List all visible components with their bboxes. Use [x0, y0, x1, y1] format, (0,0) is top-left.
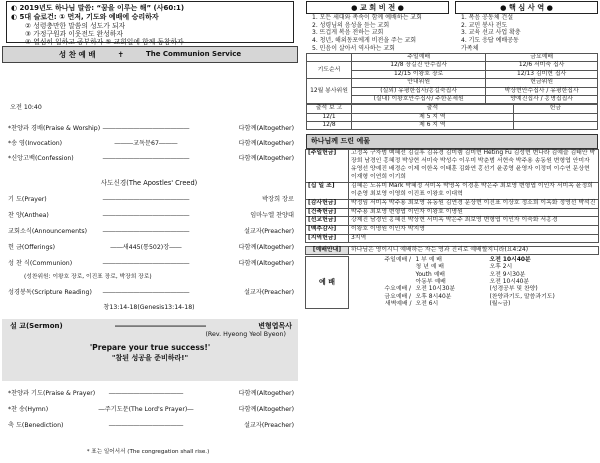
order-item: *신앙고백(Confession) ―――――――――――――― 다함께(Altogether) — [8, 155, 294, 162]
vision-item: 4. 청년, 해외동포에게 비전을 주는 교회 — [312, 37, 417, 45]
vision-mission — [306, 1, 598, 51]
mission-item: 1. 복음 공동체 건설 — [461, 14, 514, 21]
order-item: 교회소식(Announcements) ―――――――――――――― 설교자(Preacher) — [8, 228, 294, 235]
attendance-table: 출석 보 고 출석 헌금 12/1 제 5 지 역 12/8 제 6 지 역 — [306, 104, 598, 130]
sermon-box: 설 교(Sermon) ――――――――――――― 변형엽목사 (Rev. Hyeong Yeol Byeon) 'Prepare your true success!' "참된 성공을 준비하라!" — [2, 319, 298, 381]
vision-item: 5. 민음이 살아서 역사하는 교회 — [312, 44, 395, 52]
order-item: *송 영(Invocation) ―――교독문67――― 다함께(Altogether) — [8, 140, 294, 147]
order-item: 성경봉독(Scripture Reading) ―――――――――――――― 설교자(Preacher) — [8, 289, 294, 296]
order-item: 헌 금(Offerings) ――새445(통502)장―― 다함께(Altogether) — [8, 244, 294, 251]
theme-box — [6, 1, 294, 47]
sermon-label: 설 교(Sermon) — [10, 322, 63, 330]
goal-3: ④ 열심히 일하고 공부하자 ⑤ 교회일에 함께 동참하자 — [25, 38, 184, 47]
stand-note: * 표는 일어서서 (The congregation shall rise.) — [86, 449, 210, 455]
communion-servers: (성찬위원: 이왕호 장로, 이진표 장로, 박장희 장로) — [24, 274, 152, 280]
goal-1: ② 성령충만한 말씀의 성도가 되자 — [25, 21, 126, 30]
cross-icon: ✝ — [117, 49, 124, 59]
closing-item: 축 도(Benediction) ―――――――――――― 설교자(Preacher) — [8, 422, 294, 429]
mission-header: ● 핵 심 사 역 ● — [455, 1, 598, 14]
service-title-en: The Communion Service — [145, 50, 242, 59]
order-item: 찬 양(Anthea) ―――――――――――――― 임마누엘 찬양대 — [8, 212, 294, 219]
mission-box — [455, 1, 598, 51]
vision-box — [306, 1, 449, 51]
creed-line: 사도신경(The Apostles' Creed) — [100, 179, 198, 187]
mission-item: 2. 교민 봉사 전도 — [461, 21, 508, 29]
vision-item: 3. 뜨겁게 복음 전하는 교회 — [312, 29, 384, 37]
scripture-ref: 창13:14-18(Genesis13:14-18) — [103, 304, 195, 311]
mission-item: 3. 교육 선교 사업 확충 — [461, 29, 521, 37]
service-title-ko: 성 찬 예 배 — [58, 49, 96, 59]
vision-item: 1. 모든 세대와 족속이 함께 예배하는 교회 — [312, 14, 422, 21]
vision-header: ● 교 회 비 전 ● — [306, 1, 449, 14]
sermon-title-en: 'Prepare your true success!' — [89, 342, 211, 352]
right-column — [304, 0, 600, 310]
service-time: 오전 10:40 — [10, 104, 42, 111]
offering-table: [주일헌금] 고정옥 구자범 백혜선 김길후 김유경 김미렘 김미현 Heting Fu 김성현 변나라 김예슬 김태안 박장희 남경인 홍혜정 박상현 서미숙 박성수 이우미 박춘범 서현숙 박주용 송동원 변형엽 안미자 유영선 양예진 배경순 이제 이한옥 이태훈 김화연 홍선기 윤종영 윤영자 이정미 이수연 문상현 이재형 이연희 이기희 [십 일 조] 김혜은 노유미 Mark 박혜정 서미옥 박명옥 이경훈 박은주 최보영 변형엽 이인자 서미옥 윤정희 이춘영 최보영 이영희 이진표 이왕호 이대혁 [감사헌금] 박정임 서미옥 박주용 최보영 유동원 김연경 문상현 이진표 이상호 정소희 이옥화 정영선 박석진 [건축헌금] 박주용 최보영 변형엽 이인자 이왕호 이명원 [선교헌금] 강제진 남경인 홍혜진 박상현 서미옥 박은주 최보영 변형엽 이인자 이숙화 서홍경 [맥추감사] 이왕호 이명원 이인자 박지영 [지역헌금] 3지역 — [305, 149, 599, 243]
closing-item: *찬 송(Hymn) ―주기도문(The Lord's Prayer)― 다함께(Altogether) — [8, 406, 294, 413]
mission-item: 4. 기도 응답 예배공동 — [461, 37, 519, 45]
duty-table: 주일예배 금요예배 기도순서 12/8 장길진 안수집사 12/6 서미숙 집사 12/15 이왕호 장로 12/13 김미현 집사 12월 봉사위원 안내위원 헌금위원 (실외) 유평한집사/홍길숙집사 박상현안수집사 / 유평한집사 (실내) 이왕호안수집사/ 주한문세원 양예진집사 / 홍명집집사 — [306, 53, 598, 104]
order-item: 성 찬 식(Communion) ―――――――――――――― 다함께(Altogether) — [8, 260, 294, 267]
preacher: 변형엽목사 — [258, 322, 292, 330]
order-item: *찬양과 경배(Praise & Worship) ―――――――――――――― 다함께(Altogether) — [8, 125, 294, 132]
service-volunteer-label: 12월 봉사위원 — [307, 79, 352, 104]
schedule-label: 예 배 — [306, 257, 349, 309]
goal-2: ③ 가정구원과 이웃전도 완성하자 — [25, 29, 123, 38]
left-column — [0, 0, 300, 66]
year-theme: ◐ 2019년도 하나님 말씀: “꿈을 이루는 해” (사60:1) — [11, 4, 185, 12]
closing-item: *찬양과 기도(Praise & Prayer) ―――――――――――― 다함께(Altogether) — [8, 390, 294, 397]
vision-item: 2. 성령님의 음성을 듣는 교회 — [312, 21, 390, 29]
slogan-title: ◐ 5대 슬로건: ① 먼저, 기도와 예배에 승리하자 — [11, 12, 159, 21]
mission-item: 가족체 — [461, 44, 479, 52]
schedule-table: 예 배 주일예배 / 1 부 예 배 오전 10시40분 청 년 예 배 오후 2시 Youth 예배 오전 9시30분 아동부 예배 오전 10시40분 수요예배 / 오전 10시30분 (성경공부 및 찬양) 금요예배 / 오후 8시40분 (찬양과기도, 말씀과기도) 새벽예배 / 오전 6시 (월~금) — [305, 256, 599, 309]
preacher-en: (Rev. Hyeong Yeol Byeon) — [205, 330, 286, 338]
prayer-label: 기도순서 — [307, 62, 352, 79]
worship-guide: [예배안내] 하나님은 영이시니 예배하는 자는 영과 진리로 예배할지니라(요4:24) — [305, 246, 599, 255]
offering-header: 하나님께 드린 예물 — [306, 134, 598, 149]
sermon-title-ko: "참된 성공을 준비하라!" — [111, 354, 189, 363]
order-item: 기 도(Prayer) ―――――――――――――― 박장희 장로 — [8, 196, 294, 203]
service-band — [2, 46, 298, 63]
